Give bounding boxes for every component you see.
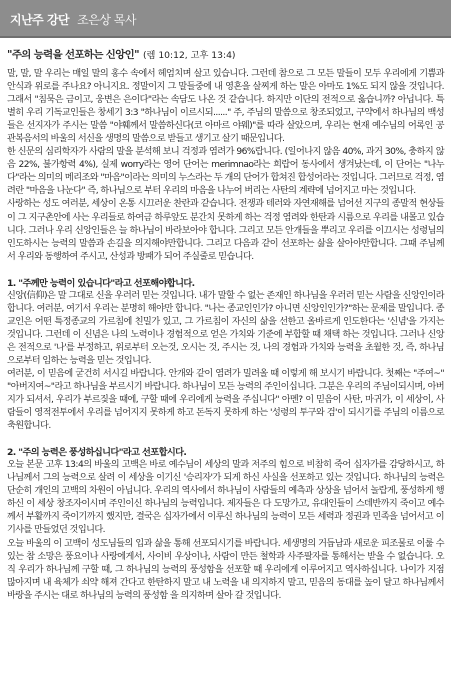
sermon-title-row xyxy=(7,43,444,62)
section-2-paragraph: 오늘 바울의 이 고백이 성도님들의 입과 삶을 통해 선포되시기를 바랍니다. 세생명의 거듭남과 새로운 피조물로 이룰 수 있는 참 소망은 풍요이나 사랑에게서, 사이비 우상이나, 사람이 만든 철학과 사주팔자를 통해서는 받을 수 없습니다. 오직 우리가 하나님께 구할 때, 그 하나님의 능력의 풍성함을 선포할 때 우리에게 이루어지고 역사하십니다. 나이가 지점 많아지며 내 육체가 쇠약 해져 간다고 한탄하지 말고 내 노력을 내 의지하지 말고, 믿음의 동대를 높이 달고 하나님께서 바랑을 주시는 대로 하나님의 능력의 풍성함 을 의지하며 살아 갈 것입니다. xyxy=(7,538,444,601)
section-1-paragraph: 신앙(信仰)은 말 그대로 신을 우러러 믿는 것입니다. 내가 말할 수 없는 존재인 하나님을 우러러 믿는 사람을 신앙인이라 합니다. 여러분, 여기서 우리는 분명히 해야만 합니다. "나는 종교인인가? 아니면 신앙인인가?"하는 문제를 말입니다. 종교인은 어떤 특정종교의 가르침에 친밀가 있고, 그 가르침이 자신의 삶을 선한고 올바르게 인도한다는 '신념'을 가지는 것입니다. 그런데 이 신념은 나의 노력이나 경험적으로 얻은 가치와 기준에 부합할 때 채택 하는 것입니다. 그러나 신앙은 전적으로 '나'를 부정하고, 위로부터 오는것, 오시는 것, 주시는 것, 나의 경험과 가치와 능력을 초월한 것, 즉, 하나님으로부터 임하는 능력을 믿는 것입니다. xyxy=(7,290,444,366)
scripture-reference: (렘 10:12, 고후 13:4) xyxy=(142,50,236,61)
sermon-body xyxy=(7,43,444,603)
column-name: 지난주 강단 xyxy=(10,13,70,27)
intro-paragraph: 한 신문의 심리학자가 사람의 말을 분석해 보니 걱정과 염려가 96%랍니다. (일어나지 않음 40%, 과거 30%, 충하지 않음 22%, 불가항력 4%), 실제 worry라는 영어 단어는 merimnao라는 희랍어 동사에서 생겨났는데, 이 단어는 "나누다"라는 의미의 메리조와 "마음"이라는 의미의 누스라는 두 개의 단어가 합쳐진 합성어라는 것입니다. 그러므로 걱정, 염려란 "마음을 나눈다" 즉, 하나님으로 부터 우리의 마음을 나누어 버리는 사탄의 계략에 넘어지고 마는 것입니다. xyxy=(7,147,444,197)
section-heading-1: 1. "주께만 능력이 있습니다"라고 선포해야합니다. xyxy=(7,277,195,289)
section-2-paragraph: 오늘 본문 고후 13:4의 바울의 고백은 바로 예수님이 세상의 말과 저주의 힘으로 비참히 죽어 십자가를 감당하시고, 하나님께서 그의 능력으로 살려 이 세상을 이기신 '승리자'가 되게 하신 사실을 선포하고 있는 것입니다. 하나님의 능력은 단순히 개인의 고백의 차원이 아닙니다. 우리의 역사에서 하나님이 사람들의 예측과 상상을 넘어서 놀랍게, 풍성하게 행하신 이 세상 창조자이시며 주인이신 하나님의 능력입니다. 제자들은 다 도망가고, 유대인들이 스데반까지 죽이고 예수께서 부활까지 죽이기까지 했지만, 결국은 십자가에서 이루신 하나님의 능력이 모든 세력과 정권과 민족을 넘어서고 이 기사를 만들었던 것입니다. xyxy=(7,460,444,536)
intro-paragraph: 말, 말, 말 우리는 매일 말의 홍수 속에서 헤엄치며 살고 있습니다. 그런데 참으로 그 모든 말들이 모두 우리에게 기쁨과 안식과 위로를 주나요? 아니지요. 정말이지 그 말들중에 내 영혼을 살찌게 하는 말은 아마도 1%도 되지 않을 것입니다. 그래서 "침묵은 금이고, 웅변은 은이다"라는 속담도 나온 것 같습니다. 하지만 이단의 전적으로 옳습니까? 아닙니다. 특별히 우리 기독교인들은 창세기 3:3 "하나님이 이르시되......" 주, 주님의 말씀으로 창조되었고, 구약에서 하나님의 백성들은 선지자가 주시는 말씀 "야훼께서 말씀하신다(코 아마르 야웨)"를 따라 살았으며, 우리는 현재 예수님의 어록인 공관복음서의 바울의 서신을 생명의 말씀으로 받들고 생기고 살기 때문입니다. xyxy=(7,69,444,145)
preacher-name: 조은상 목사 xyxy=(77,13,136,27)
section-heading-2: 2. "주의 능력은 풍성하십니다"라고 선포합시다. xyxy=(7,447,187,459)
header-title xyxy=(10,11,136,28)
column-header xyxy=(0,0,451,38)
intro-paragraph: 사랑하는 성도 여러분, 세상이 온통 시끄러운 찬란과 같습니다. 전쟁과 테러와 자연재해를 넘어선 지구의 종말적 현상들이 그 지구촌안에 사는 우리들로 하여금 하루앞도 분간치 못하게 하는 걱정 염려와 한탄과 시름으로 우리를 내몰고 있습니다. 그러나 우리 신앙인들은 늘 하나님이 바라보아야 합니다. 그리고 모든 안개들을 뿌리고 우리를 이끄시는 성령님의 인도하시는 능력의 말씀과 손길을 의지해야만합니다. 그리고 다음과 같이 선포하는 삶을 살아야만합니다. 그때 주님께서 우리와 동행하여 주시고, 산성과 방패가 되어 주실줄로 믿습니다. xyxy=(7,199,444,262)
sermon-title: "주의 능력을 선포하는 신앙인" xyxy=(7,49,139,61)
section-1-paragraph: 여러분, 이 믿음에 굳건히 서시길 바랍니다. 안개와 같이 염려가 밀려올 때 이렇게 해 보시기 바랍니다. 첫째는 "주여~" "아버지여~"라고 하나님을 부르시기 바랍니다. 하나님이 모든 능력의 주인이십니다. 그분은 우리의 주님이되시며, 아버지가 되셔서, 우리가 부르짖을 때에, 구할 때에 우리에게 능력을 주십니다" 아멘? 이 믿음이 사탄, 마귀가, 이 세상이, 사람들이 영적전투에서 우리를 넘어지지 못하게 하고 돈독지 못하게 하는 '성령의 투구와 검'이 되시기를 주님의 이름으로 축원합니다. xyxy=(7,368,444,432)
